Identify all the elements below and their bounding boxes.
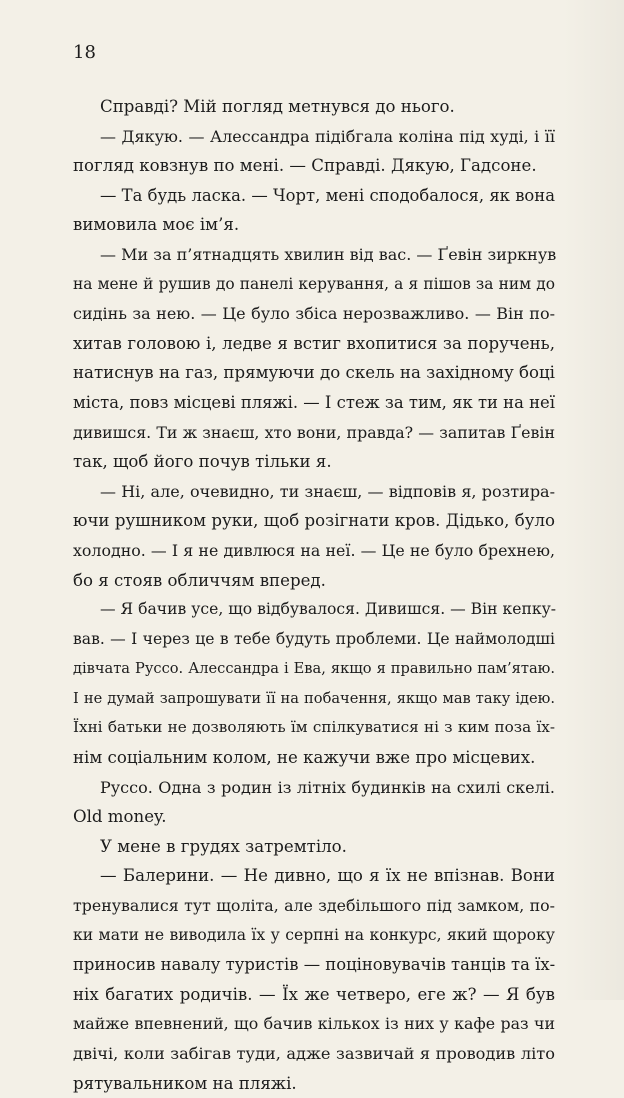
text-line: дівчата Руссо. Алессандра і Ева, якщо я правильно пам’ятаю. bbox=[73, 660, 555, 678]
text-line: ніх багатих родичів. — Їх же четверо, еге ж? — Я був bbox=[73, 984, 555, 1004]
text-line: вав. — І через це в тебе будуть проблеми. Це наймолодші bbox=[73, 629, 555, 648]
page-edge-shadow bbox=[564, 0, 624, 1000]
text-line: Справді? Мій погляд метнувся до нього. bbox=[100, 97, 455, 116]
text-line: У мене в грудях затремтіло. bbox=[100, 836, 347, 856]
text-line: — Ми за п’ятнадцять хвилин від вас. — Ґевін зиркнув bbox=[100, 244, 557, 264]
text-line: майже впевнений, що бачив кількох із них у кафе раз чи bbox=[73, 1014, 555, 1034]
page-number: 18 bbox=[73, 42, 96, 63]
text-line: Їхні батьки не дозволяють їм спілкуватися ні з ким поза їх- bbox=[73, 718, 555, 737]
body-text bbox=[73, 92, 555, 1098]
text-line: Руссо. Одна з родин із літніх будинків на схилі скелі. bbox=[100, 777, 555, 797]
text-line: нім соціальним колом, не кажучи вже про місцевих. bbox=[73, 748, 536, 768]
text-line: — Та будь ласка. — Чорт, мені сподобалося, як вона bbox=[100, 185, 555, 205]
text-line: ючи рушником руки, щоб розігнати кров. Дідько, було bbox=[73, 511, 555, 531]
text-line: бо я стояв обличчям вперед. bbox=[73, 570, 326, 590]
text-line: приносив навалу туристів — поціновувачів танців та їх- bbox=[73, 955, 556, 975]
text-line: сидінь за нею. — Це було збіса нерозважливо. — Він по- bbox=[73, 304, 555, 324]
text-line: міста, повз місцеві пляжі. — І стеж за тим, як ти на неї bbox=[73, 392, 555, 412]
text-line: так, щоб його почув тільки я. bbox=[73, 452, 332, 472]
text-line: дивишся. Ти ж знаєш, хто вони, правда? — запитав Ґевін bbox=[73, 422, 555, 442]
text-line: — Ні, але, очевидно, ти знаєш, — відповів я, розтира- bbox=[100, 481, 555, 501]
text-line: двічі, коли забігав туди, адже зазвичай я проводив літо bbox=[73, 1044, 555, 1063]
text-line: натиснув на газ, прямуючи до скель на західному боці bbox=[73, 363, 555, 383]
text-line: Old money. bbox=[73, 807, 167, 827]
text-line: — Я бачив усе, що відбувалося. Дивишся. — Він кепку- bbox=[100, 600, 557, 619]
text-line: погляд ковзнув по мені. — Справді. Дякую, Гадсоне. bbox=[73, 156, 537, 176]
text-line: рятувальником на пляжі. bbox=[73, 1073, 297, 1093]
text-line: — Балерини. — Не дивно, що я їх не впізнав. Вони bbox=[100, 866, 555, 886]
text-line: тренувалися тут щоліта, але здебільшого під замком, по- bbox=[73, 896, 555, 916]
text-line: холодно. — І я не дивлюся на неї. — Це не було брехнею, bbox=[73, 540, 555, 560]
text-line: вимовила моє ім’я. bbox=[73, 215, 240, 235]
text-line: на мене й рушив до панелі керування, а я пішов за ним до bbox=[73, 274, 555, 293]
text-line: І не думай запрошувати її на побачення, якщо мав таку ідею. bbox=[73, 689, 555, 707]
text-line: ки мати не виводила їх у серпні на конкурс, який щороку bbox=[73, 925, 555, 944]
text-line: хитав головою і, ледве я встиг вхопитися за поручень, bbox=[73, 333, 555, 353]
text-line: — Дякую. — Алессандра підібгала коліна під худі, і її bbox=[100, 126, 555, 146]
